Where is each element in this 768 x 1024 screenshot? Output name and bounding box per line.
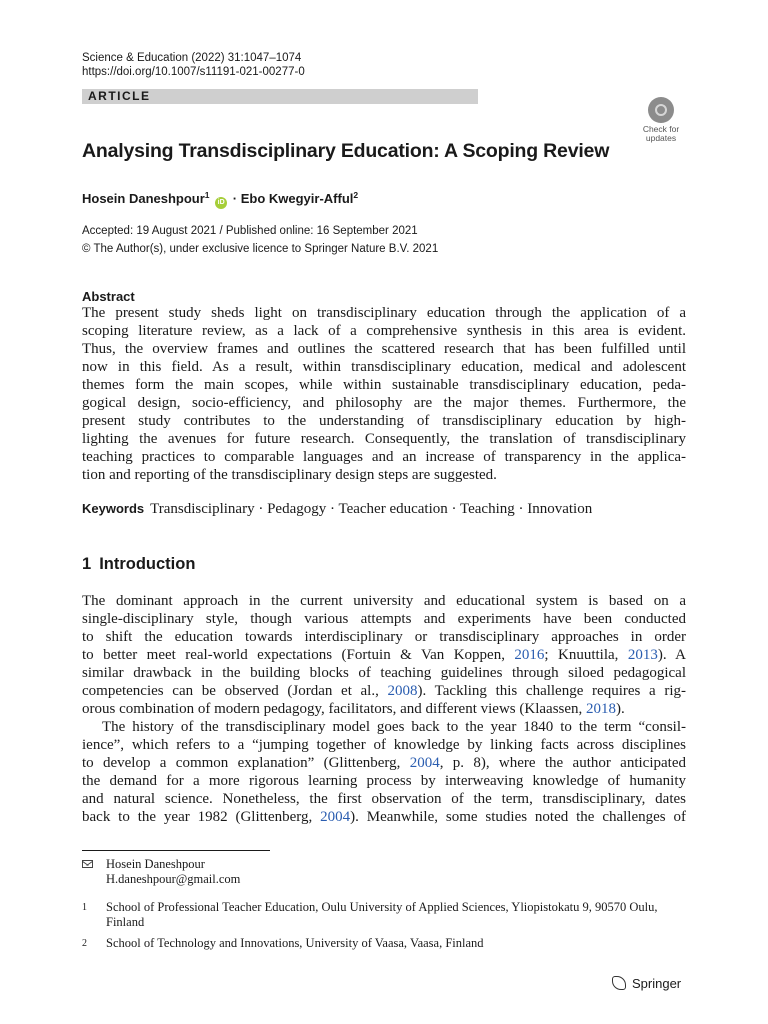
text-run: The dominant approach in the current university and educational system is based on a <box>82 593 686 609</box>
section-number: 1 <box>82 555 92 573</box>
citation-link[interactable]: 2008 <box>387 683 418 699</box>
affiliation-2 <box>82 936 686 951</box>
abstract-line: scoping literature review, as a lack of a comprehensive synthesis in this area is evident. <box>82 323 686 339</box>
article-type-label: ARTICLE <box>88 89 151 103</box>
envelope-icon <box>82 860 93 868</box>
paragraph-line <box>82 610 686 628</box>
keywords <box>82 500 592 518</box>
contact-name: Hosein Daneshpour <box>106 857 205 871</box>
section-heading <box>82 553 195 575</box>
text-run: ). A <box>657 647 686 663</box>
publisher-logo <box>612 975 681 993</box>
abstract-line: now in this field. As a result, within transdisciplinary education, medical and adolescent <box>82 359 686 375</box>
paragraph-line <box>82 790 686 808</box>
text-run: ). Meanwhile, some studies noted the challenges of <box>350 809 686 825</box>
paragraph-line <box>82 682 686 700</box>
affiliation-number: 2 <box>82 938 87 949</box>
accepted-published-dates: Accepted: 19 August 2021 / Published online: 16 September 2021 <box>82 225 418 237</box>
author-name[interactable]: Hosein Daneshpour <box>82 191 205 206</box>
abstract-line: gogical design, socio-efficiency, and philosophy are the major themes. Furthermore, the <box>82 395 686 411</box>
intro-paragraph-1 <box>82 592 686 718</box>
citation-link[interactable]: 2018 <box>586 701 617 717</box>
affiliation-mark: 2 <box>353 190 359 200</box>
abstract-line: teaching practices to comparable languages and an increase of transparency in the applica- <box>82 449 686 465</box>
update-check-icon <box>648 97 674 123</box>
paper-title: Analysing Transdisciplinary Education: A Scoping Review <box>82 140 610 162</box>
abstract-line: themes form the main scopes, while within sustainable transdisciplinary education, peda- <box>82 377 686 393</box>
citation-link[interactable]: 2004 <box>409 755 440 771</box>
abstract-line: present study contributes to the understanding of transdisciplinary education by high- <box>82 413 686 429</box>
publisher-name: Springer <box>632 976 682 991</box>
abstract-line: tion and reporting of the transdisciplinary design steps are suggested. <box>82 467 497 483</box>
text-run: to develop a common explanation” (Glittenberg, <box>82 755 410 771</box>
affiliation-text: School of Professional Teacher Education, Oulu University of Applied Sciences, Yliopistokatu 9, 90570 Oulu, Finland <box>106 900 658 929</box>
text-run: ). <box>616 701 625 717</box>
intro-paragraph-2 <box>82 718 686 826</box>
publication-dates <box>82 222 438 258</box>
orcid-icon[interactable]: iD <box>215 197 227 209</box>
check-for-updates-button[interactable] <box>636 97 686 141</box>
text-run: competencies can be observed (Jordan et al., <box>82 683 388 699</box>
doi-link[interactable]: https://doi.org/10.1007/s11191-021-00277-0 <box>82 66 305 78</box>
text-run: single-disciplinary style, though various attempts and experiments have been conducted <box>82 611 686 627</box>
citation-link[interactable]: 2004 <box>320 809 351 825</box>
copyright-line: © The Author(s), under exclusive licence to Springer Nature B.V. 2021 <box>82 243 439 255</box>
contact-email[interactable]: H.daneshpour@gmail.com <box>106 872 241 886</box>
springer-horse-icon <box>612 976 626 990</box>
paragraph-line <box>82 718 686 736</box>
corresponding-author <box>82 857 686 887</box>
text-run: orous combination of modern pedagogy, facilitators, and different views (Klaassen, <box>82 701 587 717</box>
paragraph-line <box>82 808 686 826</box>
abstract-line: The present study sheds light on transdisciplinary education through the application of a <box>82 305 686 321</box>
text-run: ience”, which refers to a “jumping together of knowledge by linking facts across disciplines <box>82 737 686 753</box>
author-list <box>82 186 358 209</box>
keywords-list: Transdisciplinary · Pedagogy · Teacher education · Teaching · Innovation <box>150 501 593 517</box>
affiliation-mark: 1 <box>204 190 210 200</box>
abstract-line: Thus, the overview frames and outlines the scattered research that has been fulfilled until <box>82 341 686 357</box>
text-run: ; Knuuttila, <box>544 647 628 663</box>
text-run: ). Tackling this challenge requires a rig- <box>417 683 686 699</box>
paragraph-line <box>82 754 686 772</box>
text-run: the demand for a more rigorous learning process by interweaving knowledge of humanity <box>82 773 686 789</box>
text-run: to shift the education towards interdisciplinary or transdisciplinary approaches in order <box>82 629 686 645</box>
text-run: to better meet real-world expectations (Fortuin & Van Koppen, <box>82 647 515 663</box>
text-run: and natural science. Nonetheless, the first observation of the term, transdisciplinary, dates <box>82 791 686 807</box>
abstract-line: lighting the avenues for future research. Consequently, the translation of transdisciplinary <box>82 431 686 447</box>
paragraph-line <box>82 664 686 682</box>
check-for-updates-label: Check for updates <box>642 124 680 143</box>
text-run: similar drawback in the building blocks of teaching guidelines through siloed pedagogical <box>82 665 686 681</box>
footnote-rule <box>82 850 270 851</box>
citation-link[interactable]: 2013 <box>627 647 658 663</box>
affiliation-number: 1 <box>82 902 87 913</box>
abstract-heading: Abstract <box>82 289 135 304</box>
affiliation-1 <box>82 900 686 930</box>
section-title: Introduction <box>99 555 196 573</box>
text-run: back to the year 1982 (Glittenberg, <box>82 809 321 825</box>
keywords-label: Keywords <box>82 501 145 516</box>
author-name[interactable]: Ebo Kwegyir-Afful <box>240 191 354 206</box>
paragraph-line <box>82 628 686 646</box>
paragraph-line <box>82 736 686 754</box>
citation-link[interactable]: 2016 <box>514 647 545 663</box>
paragraph-line <box>82 700 686 718</box>
affiliation-text: School of Technology and Innovations, University of Vaasa, Vaasa, Finland <box>106 936 484 950</box>
paragraph-line <box>82 646 686 664</box>
author-separator: · <box>229 191 241 206</box>
paragraph-line <box>82 592 686 610</box>
text-run: The history of the transdisciplinary model goes back to the year 1840 to the term “consil- <box>102 719 686 735</box>
journal-citation: Science & Education (2022) 31:1047–1074 <box>82 52 302 64</box>
paragraph-line <box>82 772 686 790</box>
abstract-body <box>82 304 686 484</box>
text-run: , p. 8), where the author anticipated <box>439 755 686 771</box>
